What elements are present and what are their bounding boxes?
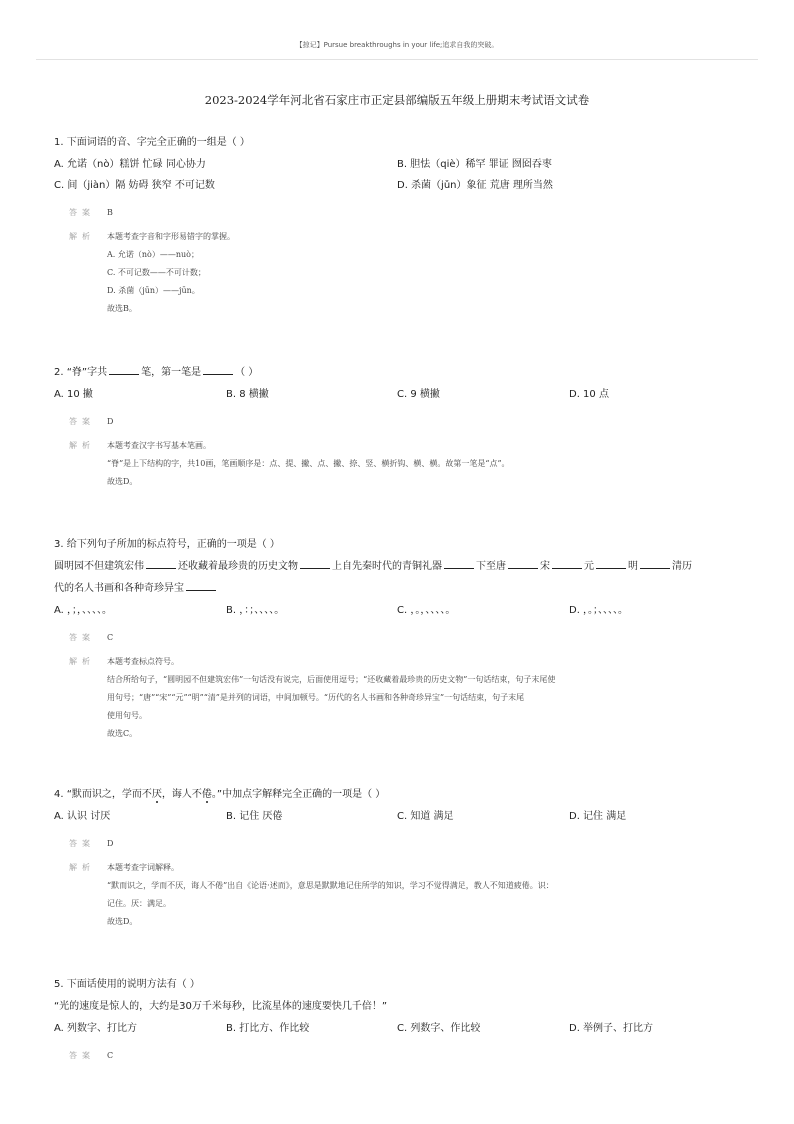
answer-label: 答案 <box>69 1051 95 1060</box>
explanation <box>107 437 510 491</box>
answer-value: C <box>107 1051 114 1060</box>
question-stem: 1. 下面词语的音、字完全正确的一组是（ ） <box>54 137 250 148</box>
sentence-segment: 清历 <box>672 561 692 572</box>
explanation-line: “脊”是上下结构的字，共10画，笔画顺序是：点、提、撇、点、撇、捺、竖、横折钩、横、横。故第一笔是“点”。 <box>107 459 510 468</box>
question-1 <box>54 132 754 318</box>
explanation <box>107 859 554 931</box>
answer-blank <box>109 364 139 375</box>
explanation-line: 故选C。 <box>107 729 138 738</box>
options-row <box>54 600 754 621</box>
sentence-segment: 还收藏着最珍贵的历史文物 <box>178 561 298 572</box>
answer-blank <box>640 558 670 569</box>
solution-block <box>69 413 754 491</box>
sentence-segment: 代的名人书画和各种奇珍异宝 <box>54 583 184 594</box>
explanation-line: 故选D。 <box>107 917 138 926</box>
answer-blank <box>300 558 330 569</box>
answer-label: 答案 <box>69 633 95 642</box>
question-sentence <box>54 578 754 600</box>
stem-text: 。”中加点字解释完全正确的一项是（ ） <box>211 789 386 800</box>
explanation-line: 本题考查标点符号。 <box>107 657 179 666</box>
sentence-segment: 圆明园不但建筑宏伟 <box>54 561 144 572</box>
question-stem <box>54 362 754 384</box>
answer-label: 答案 <box>69 208 95 217</box>
explanation-line: D. 杀菌（jūn）——jūn。 <box>107 286 200 295</box>
explanation-line: 本题考查汉字书写基本笔画。 <box>107 441 211 450</box>
answer-value: B <box>107 208 113 217</box>
options-row <box>54 175 754 196</box>
question-4 <box>54 784 754 931</box>
answer-value: D <box>107 839 114 848</box>
option-a: A. 列数字、打比方 <box>54 1023 138 1034</box>
options-row <box>54 806 754 827</box>
answer-blank <box>186 580 216 591</box>
sentence-segment: 明 <box>628 561 638 572</box>
option-b: B. 记住 厌倦 <box>226 811 283 822</box>
stem-text: 4. “默而识之，学而不 <box>54 789 152 800</box>
solution-block <box>69 204 754 318</box>
stem-text: 2. “脊”字共 <box>54 367 108 378</box>
explanation-line: 本题考查字词解释。 <box>107 863 179 872</box>
options-row <box>54 154 754 175</box>
option-d: D. 10 点 <box>569 389 609 400</box>
explanation-line: C. 不可记数——不可计数； <box>107 268 206 277</box>
explanation-line: 故选D。 <box>107 477 138 486</box>
question-quote: “光的速度是惊人的，大约是30万千米每秒，比流星体的速度要快几千倍！” <box>54 1001 388 1012</box>
header-divider <box>36 59 758 60</box>
sentence-segment: 上自先秦时代的青铜礼器 <box>332 561 442 572</box>
option-d: D. 杀菌（jǔn）象征 荒唐 理所当然 <box>397 180 553 191</box>
answer-value: D <box>107 417 114 426</box>
solution-block <box>69 629 754 743</box>
sentence-segment: 下至唐 <box>476 561 506 572</box>
question-2 <box>54 362 754 491</box>
question-5 <box>54 974 754 1065</box>
option-c: C. ，。，、、、、。 <box>397 605 456 616</box>
explanation-line: 使用句号。 <box>107 711 147 720</box>
answer-value: C <box>107 633 114 642</box>
solution-block <box>69 835 754 931</box>
option-b: B. 8 横撇 <box>226 389 269 400</box>
explanation-line: 故选B。 <box>107 304 137 313</box>
option-a: A. 认识 讨厌 <box>54 811 111 822</box>
page-header: 【掠记】Pursue breakthroughs in your life;追求自我的突破。 <box>295 41 499 49</box>
stem-text: 笔，第一笔是 <box>141 367 202 378</box>
option-a: A. 10 撇 <box>54 389 93 400</box>
option-d: D. 举例子、打比方 <box>569 1023 654 1034</box>
dotted-character: 厌 <box>151 789 162 800</box>
solution-block <box>69 1047 754 1065</box>
option-b: B. ，：；、、、、。 <box>226 605 285 616</box>
answer-label: 答案 <box>69 417 95 426</box>
explanation-line: A. 允诺（nò）——nuò； <box>107 250 199 259</box>
dotted-character: 倦 <box>201 789 212 800</box>
explanation-label: 解析 <box>69 441 95 450</box>
explanation <box>107 228 235 318</box>
explanation-line: 结合所给句子，“圆明园不但建筑宏伟”一句话没有说完，后面使用逗号；“还收藏着最珍贵的历史文物”一句话结束，句子末尾使 <box>107 675 556 684</box>
explanation <box>107 653 555 743</box>
options-row <box>54 1018 754 1039</box>
explanation-label: 解析 <box>69 863 95 872</box>
answer-blank <box>146 558 176 569</box>
answer-blank <box>552 558 582 569</box>
page-title: 2023-2024学年河北省石家庄市正定县部编版五年级上册期末考试语文试卷 <box>204 93 590 107</box>
stem-text: ，诲人不 <box>161 789 202 800</box>
answer-blank <box>596 558 626 569</box>
option-b: B. 胆怯（qiè）稀罕 罪证 囫囵吞枣 <box>397 159 552 170</box>
question-3 <box>54 534 754 743</box>
sentence-segment: 宋 <box>540 561 550 572</box>
option-d: D. ，。；、、、、。 <box>569 605 629 616</box>
explanation-label: 解析 <box>69 657 95 666</box>
option-b: B. 打比方、作比较 <box>226 1023 310 1034</box>
question-sentence <box>54 556 754 578</box>
option-c: C. 列数字、作比较 <box>397 1023 481 1034</box>
option-a: A. ，；，、、、、。 <box>54 605 113 616</box>
answer-blank <box>508 558 538 569</box>
answer-blank <box>444 558 474 569</box>
option-c: C. 9 横撇 <box>397 389 440 400</box>
answer-blank <box>203 364 233 375</box>
question-stem <box>54 784 754 806</box>
explanation-label: 解析 <box>69 232 95 241</box>
explanation-line: “默而识之，学而不厌，诲人不倦”出自《论语·述而》，意思是默默地记住所学的知识，学习不觉得满足，教人不知道疲倦。识： <box>107 881 554 890</box>
stem-text: （ ） <box>235 367 259 378</box>
option-c: C. 间（jiàn）隔 妨碍 狭窄 不可记数 <box>54 180 215 191</box>
option-c: C. 知道 满足 <box>397 811 454 822</box>
option-d: D. 记住 满足 <box>569 811 627 822</box>
options-row <box>54 384 754 405</box>
answer-label: 答案 <box>69 839 95 848</box>
question-stem: 5. 下面话使用的说明方法有（ ） <box>54 979 200 990</box>
explanation-line: 用句号；“唐”“宋”“元”“明”“清”是并列的词语，中间加顿号。“历代的名人书画和各种奇珍异宝”一句话结束，句子末尾 <box>107 693 525 702</box>
explanation-line: 记住。厌：满足。 <box>107 899 171 908</box>
question-stem: 3. 给下列句子所加的标点符号，正确的一项是（ ） <box>54 539 280 550</box>
sentence-segment: 元 <box>584 561 594 572</box>
option-a: A. 允诺（nò）糕饼 忙碌 同心协力 <box>54 159 206 170</box>
explanation-line: 本题考查字音和字形易错字的掌握。 <box>107 232 235 241</box>
